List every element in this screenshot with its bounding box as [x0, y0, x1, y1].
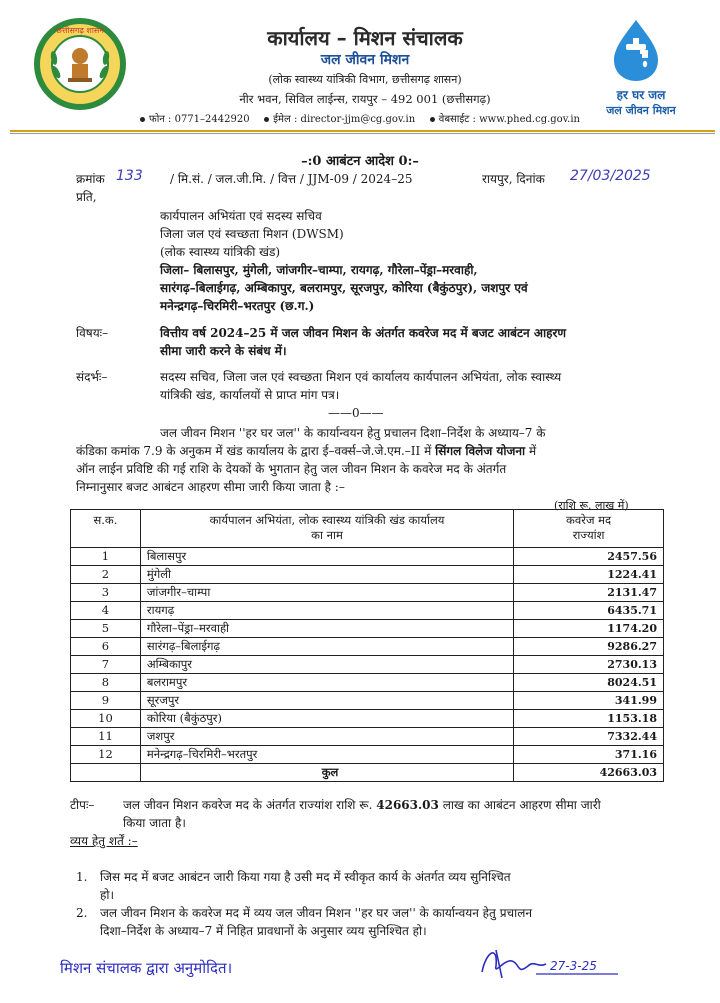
note-label: टीपः– — [70, 798, 95, 812]
table-row — [71, 710, 664, 728]
place-date-label: रायपुर, दिनांक — [482, 172, 545, 186]
table-row — [71, 674, 664, 692]
recipient-line-1: कार्यपालन अभियंता एवं सदस्य सचिव — [160, 209, 322, 223]
districts-line-2: सारंगढ़–बिलाईगढ़, अम्बिकापुर, बलरामपुर, सूरजपुर, कोरिया (बैकुंठपुर), जशपुर एवं — [160, 281, 528, 295]
row-sn: 1 — [71, 548, 141, 566]
body-line-1: जल जीवन मिशन ''हर घर जल'' के कार्यान्वयन हेतु प्रचालन दिशा–निर्देश के अध्याय–7 के — [160, 426, 546, 440]
signature — [476, 936, 626, 984]
table-row — [71, 746, 664, 764]
row-sn: 9 — [71, 692, 141, 710]
table-row — [71, 638, 664, 656]
row-amount: 371.16 — [514, 746, 664, 764]
row-amount: 1153.18 — [514, 710, 664, 728]
row-amount: 1174.20 — [514, 620, 664, 638]
note-line-2: किया जाता है। — [123, 816, 186, 830]
recipient-line-2: जिला जल एवं स्वच्छता मिशन (DWSM) — [160, 227, 344, 241]
total-row — [71, 764, 664, 782]
phone-text: फोन : 0771–2442920 — [149, 114, 250, 125]
order-date: 27/03/2025 — [570, 168, 651, 184]
allotment-table — [70, 509, 664, 782]
brand-line-2: जल जीवन मिशन — [606, 104, 676, 117]
body-line-2: कंडिका कमांक 7.9 के अनुकम में खंड कार्यालय के द्वारा ई–वर्क्स–जे.जे.एम.–II में सिंगल विलेज योजना में — [76, 444, 537, 458]
header-sn: स.क. — [71, 510, 141, 548]
body-line-4: निम्नानुसार बजट आबंटन आहरण सीमा जारी किया जाता है :– — [76, 480, 345, 494]
office-title: कार्यालय – मिशन संचालक — [267, 26, 463, 50]
row-sn: 10 — [71, 710, 141, 728]
row-office-name: सारंगढ़–बिलाईगढ़ — [140, 638, 513, 656]
row-office-name: मनेन्द्रगढ़–चिरमिरी–भरतपुर — [140, 746, 513, 764]
ref-number: 133 — [116, 168, 143, 184]
row-sn: 5 — [71, 620, 141, 638]
districts-line-3: मनेन्द्रगढ़–चिरमिरी–भरतपुर (छ.ग.) — [160, 299, 315, 313]
subject-line-1: वित्तीय वर्ष 2024–25 में जल जीवन मिशन के अंतर्गत कवरेज मद में बजट आबंटन आहरण — [160, 326, 567, 340]
row-amount: 341.99 — [514, 692, 664, 710]
chhattisgarh-emblem-icon — [32, 16, 128, 112]
office-subtitle: जल जीवन मिशन — [320, 52, 410, 68]
prati: प्रति, — [76, 190, 97, 204]
emblem-text: छत्तीसगढ़ शासन — [56, 26, 104, 35]
email-text: ईमेल : director-jjm@cg.gov.in — [273, 114, 416, 125]
row-amount: 2131.47 — [514, 584, 664, 602]
row-office-name: बलरामपुर — [140, 674, 513, 692]
body-line-2-bold: सिंगल विलेज योजना — [435, 444, 526, 458]
row-office-name: कोरिया (बैकुंठपुर) — [140, 710, 513, 728]
table-row — [71, 584, 664, 602]
total-label: कुल — [140, 764, 513, 782]
reference-line-1: सदस्य सचिव, जिला जल एवं स्वच्छता मिशन एवं कार्यालय कार्यपालन अभियंता, लोक स्वास्थ्य — [160, 370, 562, 384]
condition-2-line-2: दिशा–निर्देश के अध्याय–7 में निहित प्रावधानों के अनुसार व्यय सुनिश्चित हो। — [100, 924, 427, 938]
brand-line-1: हर घर जल — [616, 88, 666, 102]
order-title: –:0 आबंटन आदेश 0:– — [301, 154, 419, 169]
bullet-icon — [264, 117, 269, 122]
row-office-name: जांजगीर–चाम्पा — [140, 584, 513, 602]
row-amount: 2730.13 — [514, 656, 664, 674]
row-amount: 9286.27 — [514, 638, 664, 656]
condition-2-number: 2. — [76, 906, 88, 920]
table-row — [71, 566, 664, 584]
header-rule-thin — [10, 133, 715, 134]
table-row — [71, 692, 664, 710]
row-amount: 1224.41 — [514, 566, 664, 584]
water-tap-logo-icon — [596, 18, 676, 82]
row-sn: 12 — [71, 746, 141, 764]
districts-line-1: जिला– बिलासपुर, मुंगेली, जांजगीर–चाम्पा, रायगढ़, गौरेला–पेंड्रा–मरवाही, — [160, 263, 478, 277]
condition-1-number: 1. — [76, 870, 88, 884]
body-line-3: ऑन लाईन प्रविष्टि की गई राशि के देयकों के भुगतान हेतु जल जीवन मिशन के कवरेज मद के अंतर्गत — [76, 462, 507, 476]
office-address: नीर भवन, सिविल लाईन्स, रायपुर – 492 001 (छत्तीसगढ़) — [239, 92, 491, 106]
header-rule — [10, 130, 715, 132]
total-empty-cell — [71, 764, 141, 782]
reference-label: संदर्भः– — [76, 370, 108, 384]
website-text: वेबसाईट : www.phed.cg.gov.in — [438, 114, 580, 125]
table-header-row — [71, 510, 664, 548]
recipient-line-3: (लोक स्वास्थ्य यांत्रिकी खंड) — [160, 245, 281, 259]
row-amount: 7332.44 — [514, 728, 664, 746]
row-office-name: जशपुर — [140, 728, 513, 746]
unit-note: (राशि रू. लाख में) — [554, 499, 629, 512]
row-amount: 8024.51 — [514, 674, 664, 692]
contact-row — [140, 111, 580, 125]
row-office-name: रायगढ़ — [140, 602, 513, 620]
bullet-icon — [140, 117, 145, 122]
header-amount: कवरेज मद राज्यांश — [514, 510, 664, 548]
row-amount: 2457.56 — [514, 548, 664, 566]
row-sn: 3 — [71, 584, 141, 602]
table-row — [71, 620, 664, 638]
table-row — [71, 602, 664, 620]
table-row — [71, 728, 664, 746]
row-sn: 4 — [71, 602, 141, 620]
row-office-name: मुंगेली — [140, 566, 513, 584]
condition-2-line-1: जल जीवन मिशन के कवरेज मद में व्यय जल जीवन मिशन ''हर घर जल'' के कार्यान्वयन हेतु प्रचालन — [100, 906, 533, 920]
condition-1-line-1: जिस मद में बजट आबंटन जारी किया गया है उसी मद में स्वीकृत कार्य के अंतर्गत व्यय सुनिश्चित — [100, 870, 511, 884]
conditions-heading: व्यय हेतु शर्तें :– — [70, 834, 138, 848]
row-sn: 2 — [71, 566, 141, 584]
note-amount: 42663.03 — [376, 798, 439, 812]
header-office-name: कार्यपालन अभियंता, लोक स्वास्थ्य यांत्रिकी खंड कार्यालय का नाम — [140, 510, 513, 548]
subject-label: विषयः– — [76, 326, 109, 340]
row-office-name: अम्बिकापुर — [140, 656, 513, 674]
total-amount: 42663.03 — [514, 764, 664, 782]
office-department: (लोक स्वास्थ्य यांत्रिकी विभाग, छत्तीसगढ़ शासन) — [268, 73, 462, 86]
table-row — [71, 548, 664, 566]
subject-line-2: सीमा जारी करने के संबंध में। — [160, 344, 287, 358]
row-sn: 7 — [71, 656, 141, 674]
signature-date: 27-3-25 — [550, 959, 597, 973]
row-sn: 11 — [71, 728, 141, 746]
ref-suffix: / मि.सं. / जल.जी.मि. / वित्त / JJM-09 / 2024–25 — [170, 172, 413, 186]
bullet-icon — [430, 117, 435, 122]
row-office-name: बिलासपुर — [140, 548, 513, 566]
row-sn: 6 — [71, 638, 141, 656]
row-amount: 6435.71 — [514, 602, 664, 620]
table-row — [71, 656, 664, 674]
condition-1-line-2: हो। — [100, 888, 115, 902]
row-sn: 8 — [71, 674, 141, 692]
ref-label: क्रमांक — [76, 172, 105, 186]
note-line-1: जल जीवन मिशन कवरेज मद के अंतर्गत राज्यांश राशि रू. 42663.03 लाख का आबंटन आहरण सीमा जारी — [123, 798, 601, 812]
row-office-name: गौरेला–पेंड्रा–मरवाही — [140, 620, 513, 638]
row-office-name: सूरजपुर — [140, 692, 513, 710]
approval-text: मिशन संचालक द्वारा अनुमोदित। — [60, 959, 233, 977]
reference-line-2: यांत्रिकी खंड, कार्यालयों से प्राप्त मांग पत्र। — [160, 388, 340, 402]
section-separator: ——0—— — [328, 406, 384, 420]
